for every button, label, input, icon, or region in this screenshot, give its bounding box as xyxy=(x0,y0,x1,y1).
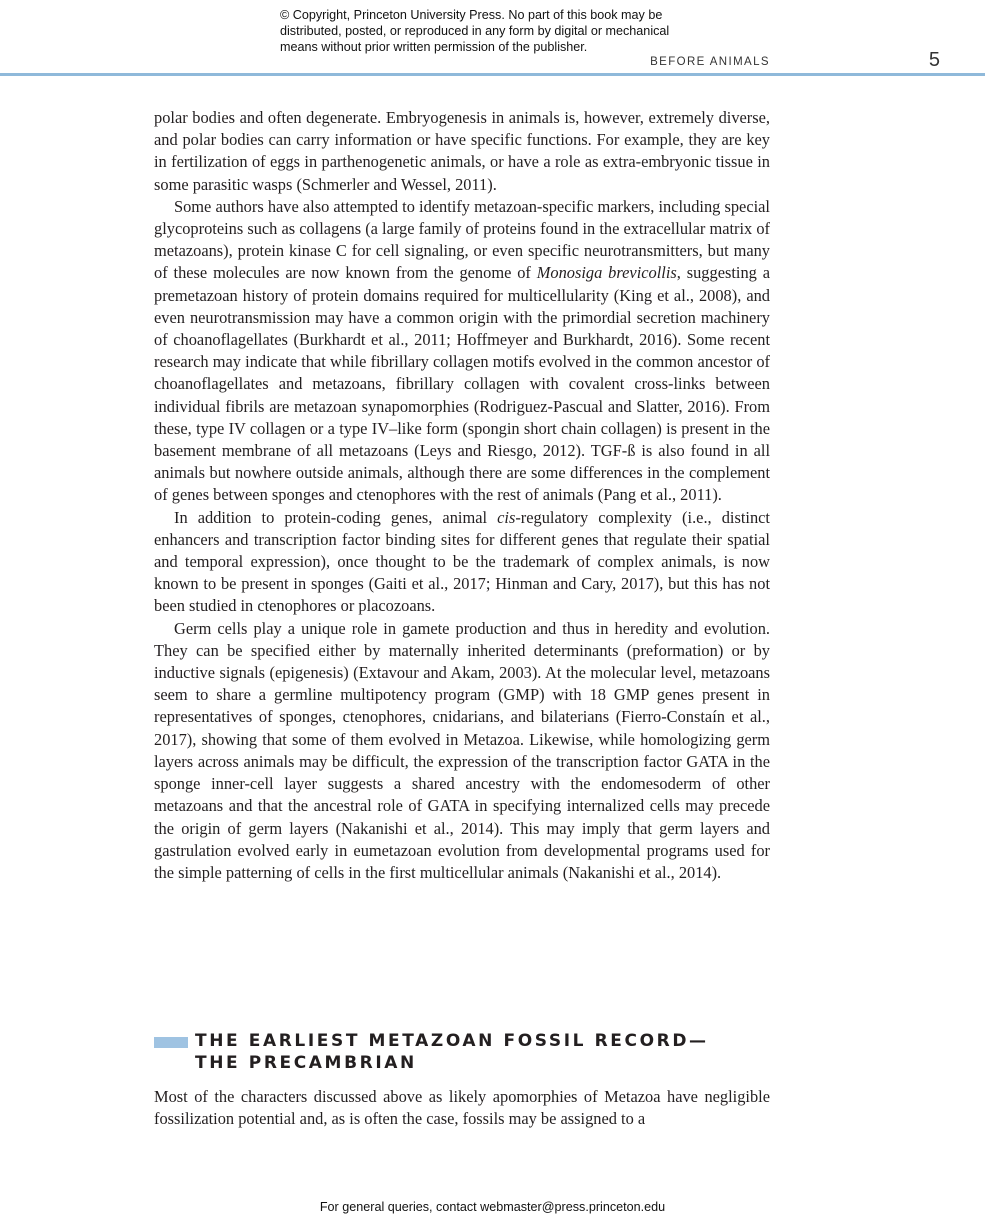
header-rule xyxy=(0,73,985,76)
copyright-line: distributed, posted, or reproduced in any form by digital or mechanical xyxy=(280,24,670,39)
section-body xyxy=(154,1086,770,1130)
italic-term: cis xyxy=(497,507,516,527)
text-run: Some authors have also attempted to identify metazoan-specific markers, including special glycoproteins such as collagens (a large family of proteins found in the extracellular matrix of metazoans), protein kinase C for cell signaling, or even specific neurotransmitters, but many of these molecules are now known from the genome of xyxy=(154,196,770,283)
section-title-line: THE PRECAMBRIAN xyxy=(195,1053,417,1073)
species-name: Monosiga brevicollis xyxy=(536,263,677,283)
body-text xyxy=(154,107,770,884)
running-head: BEFORE ANIMALS xyxy=(650,56,770,68)
section-title xyxy=(195,1030,755,1074)
copyright-notice xyxy=(280,7,750,56)
text-run: -regulatory complexity (i.e., distinct enhancers and transcription factor binding sites for different genes that regulate their spatial and temporal expression), once thought to be the trademark of complex animals, is now known to be present in sponges (Gaiti et al., 2017; Hinman and Cary, 2017), but this has not been studied in ctenophores or placozoans. xyxy=(154,507,770,616)
paragraph-germ-cells: Germ cells play a unique role in gamete production and thus in heredity and evolution. They can be specified either by maternally inherited determinants (preformation) or by inductive signals (epigenesis) (Extavour and Akam, 2003). At the molecular level, metazoans seem to share a germline multipotency program (GMP) with 18 GMP genes present in representatives of sponges, ctenophores, cnidarians, and bilaterians (Fierro-Constaín et al., 2017), showing that some of them evolved in Metazoa. Likewise, while homologizing germ layers across animals may be difficult, the expression of the transcription factor GATA in the sponge inner-cell layer suggests a shared ancestry with the endomesoderm of other metazoans and that the ancestral role of GATA in specifying internalized cells may precede the origin of germ layers (Nakanishi et al., 2014). This may imply that germ layers and gastrulation evolved early in eumetazoan evolution from developmental programs used for the simple patterning of cells in the first multicellular animals (Nakanishi et al., 2014). xyxy=(154,618,770,882)
paragraph-markers xyxy=(154,196,770,507)
section-marker-bar xyxy=(154,1037,188,1048)
copyright-line: means without prior written permission of the publisher. xyxy=(280,40,588,55)
page-number: 5 xyxy=(928,49,940,71)
footer-contact: For general queries, contact webmaster@press.princeton.edu xyxy=(319,1200,666,1214)
text-run: In addition to protein-coding genes, animal xyxy=(174,507,498,527)
paragraph-fossil-record: Most of the characters discussed above as likely apomorphies of Metazoa have negligible fossilization potential and, as is often the case, fossils may be assigned to a xyxy=(154,1087,770,1129)
copyright-line: © Copyright, Princeton University Press. No part of this book may be xyxy=(280,8,663,22)
paragraph-cis-regulatory xyxy=(154,507,770,618)
paragraph-polar-bodies: polar bodies and often degenerate. Embryogenesis in animals is, however, extremely diverse, and polar bodies can carry information or have specific functions. For example, they are key in fertilization of eggs in parthenogenetic animals, or have a role as extra-embryonic tissue in some parasitic wasps (Schmerler and Wessel, 2011). xyxy=(154,108,770,194)
section-title-line: THE EARLIEST METAZOAN FOSSIL RECORD— xyxy=(195,1031,709,1051)
text-run: , suggesting a premetazoan history of protein domains required for multicellularity (King et al., 2008), and even neurotransmission may have a common origin with the primordial secretion machinery of choanoflagellates (Burkhardt et al., 2011; Hoffmeyer and Burkhardt, 2016). Some recent research may indicate that while fibrillary collagen motifs evolved in the common ancestor of choanoflagellates and metazoans, fibrillary collagen with covalent cross-links between individual fibrils are metazoan synapomorphies (Rodriguez-Pascual and Slatter, 2016). From these, type IV collagen or a type IV–like form (spongin short chain collagen) is present in the basement membrane of all metazoans (Leys and Riesgo, 2012). TGF-ß is also found in all animals but nowhere outside animals, although there are some differences in the complement of genes between sponges and ctenophores with the rest of animals (Pang et al., 2011). xyxy=(154,263,770,505)
